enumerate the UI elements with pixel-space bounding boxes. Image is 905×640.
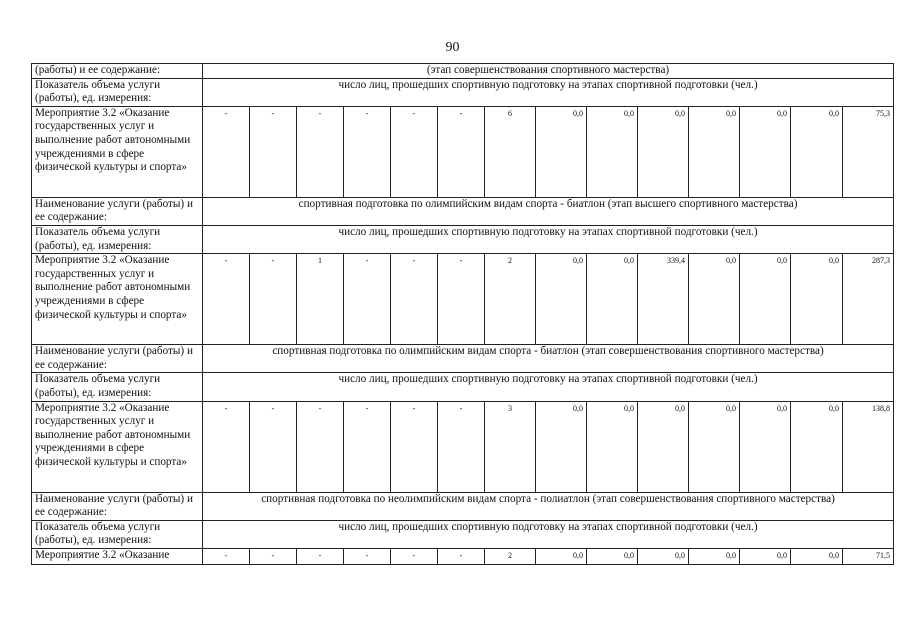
services-table-container: [31, 63, 891, 565]
indicator-row: [32, 225, 894, 253]
indicator-row: [32, 520, 894, 548]
event-cell: 0,0: [587, 401, 638, 492]
event-cell: -: [250, 401, 297, 492]
event-cell: 0,0: [689, 401, 740, 492]
event-cell: -: [344, 254, 391, 345]
event-cell: -: [203, 106, 250, 197]
event-cell: 1: [297, 254, 344, 345]
event-cell: 0,0: [689, 106, 740, 197]
event-cell: 0,0: [740, 401, 791, 492]
event-cell: -: [250, 254, 297, 345]
indicator-label: Показатель объема услуги (работы), ед. измерения:: [32, 225, 203, 253]
event-cell: -: [391, 254, 438, 345]
table-body: [32, 64, 894, 565]
event-cell: 0,0: [791, 401, 843, 492]
event-cell: 0,0: [536, 254, 587, 345]
event-row: [32, 401, 894, 492]
event-cell: 0,0: [791, 254, 843, 345]
event-row: [32, 106, 894, 197]
event-cell: -: [203, 548, 250, 564]
event-cell: -: [297, 548, 344, 564]
event-cell: 0,0: [740, 254, 791, 345]
indicator-row: [32, 78, 894, 106]
event-label: Мероприятие 3.2 «Оказание государственных услуг и выполнение работ автономными учреждениями в сфере физической культуры и спорта»: [32, 254, 203, 345]
event-cell: 0,0: [740, 548, 791, 564]
event-cell: -: [391, 106, 438, 197]
service-name-label: (работы) и ее содержание:: [32, 64, 203, 79]
event-cell: 287,3: [843, 254, 894, 345]
service-name-value: спортивная подготовка по олимпийским видам спорта - биатлон (этап высшего спортивного мастерства): [203, 197, 894, 225]
service-row: [32, 197, 894, 225]
event-cell: 0,0: [638, 548, 689, 564]
event-cell: -: [250, 548, 297, 564]
event-cell: -: [391, 401, 438, 492]
indicator-row: [32, 373, 894, 401]
event-cell: 2: [485, 254, 536, 345]
event-cell: -: [344, 548, 391, 564]
service-name-label: Наименование услуги (работы) и ее содержание:: [32, 345, 203, 373]
event-cell: 0,0: [638, 106, 689, 197]
service-name-label: Наименование услуги (работы) и ее содержание:: [32, 492, 203, 520]
event-cell: 0,0: [689, 254, 740, 345]
event-cell: -: [203, 401, 250, 492]
event-cell: 0,0: [587, 254, 638, 345]
indicator-value: число лиц, прошедших спортивную подготовку на этапах спортивной подготовки (чел.): [203, 373, 894, 401]
event-cell: 339,4: [638, 254, 689, 345]
event-label: Мероприятие 3.2 «Оказание государственных услуг и выполнение работ автономными учреждениями в сфере физической культуры и спорта»: [32, 106, 203, 197]
services-table: [31, 63, 894, 565]
event-cell: 0,0: [689, 548, 740, 564]
service-row: [32, 492, 894, 520]
event-cell: -: [297, 106, 344, 197]
event-row: [32, 254, 894, 345]
event-cell: 0,0: [536, 106, 587, 197]
indicator-label: Показатель объема услуги (работы), ед. измерения:: [32, 78, 203, 106]
event-cell: 0,0: [587, 106, 638, 197]
indicator-label: Показатель объема услуги (работы), ед. измерения:: [32, 373, 203, 401]
event-cell: 138,8: [843, 401, 894, 492]
event-cell: 0,0: [536, 548, 587, 564]
event-cell: 0,0: [638, 401, 689, 492]
event-cell: -: [203, 254, 250, 345]
event-cell: 0,0: [536, 401, 587, 492]
service-row: [32, 64, 894, 79]
event-cell: 3: [485, 401, 536, 492]
event-row: [32, 548, 894, 564]
event-cell: 6: [485, 106, 536, 197]
event-cell: -: [297, 401, 344, 492]
indicator-value: число лиц, прошедших спортивную подготовку на этапах спортивной подготовки (чел.): [203, 225, 894, 253]
page-number: 90: [445, 40, 460, 55]
service-row: [32, 345, 894, 373]
event-cell: -: [438, 106, 485, 197]
event-cell: 0,0: [791, 548, 843, 564]
service-name-value: (этап совершенствования спортивного мастерства): [203, 64, 894, 79]
event-cell: -: [438, 254, 485, 345]
indicator-value: число лиц, прошедших спортивную подготовку на этапах спортивной подготовки (чел.): [203, 520, 894, 548]
event-cell: -: [250, 106, 297, 197]
service-name-value: спортивная подготовка по неолимпийским видам спорта - полиатлон (этап совершенствования спортивного мастерства): [203, 492, 894, 520]
event-cell: -: [391, 548, 438, 564]
event-cell: -: [344, 401, 391, 492]
service-name-label: Наименование услуги (работы) и ее содержание:: [32, 197, 203, 225]
event-cell: 71,5: [843, 548, 894, 564]
event-cell: 75,3: [843, 106, 894, 197]
event-cell: 0,0: [740, 106, 791, 197]
event-cell: 2: [485, 548, 536, 564]
event-cell: -: [344, 106, 391, 197]
indicator-value: число лиц, прошедших спортивную подготовку на этапах спортивной подготовки (чел.): [203, 78, 894, 106]
event-cell: -: [438, 548, 485, 564]
event-label: Мероприятие 3.2 «Оказание: [32, 548, 203, 564]
indicator-label: Показатель объема услуги (работы), ед. измерения:: [32, 520, 203, 548]
service-name-value: спортивная подготовка по олимпийским видам спорта - биатлон (этап совершенствования спортивного мастерства): [203, 345, 894, 373]
event-label: Мероприятие 3.2 «Оказание государственных услуг и выполнение работ автономными учреждениями в сфере физической культуры и спорта»: [32, 401, 203, 492]
event-cell: 0,0: [791, 106, 843, 197]
event-cell: 0,0: [587, 548, 638, 564]
event-cell: -: [438, 401, 485, 492]
